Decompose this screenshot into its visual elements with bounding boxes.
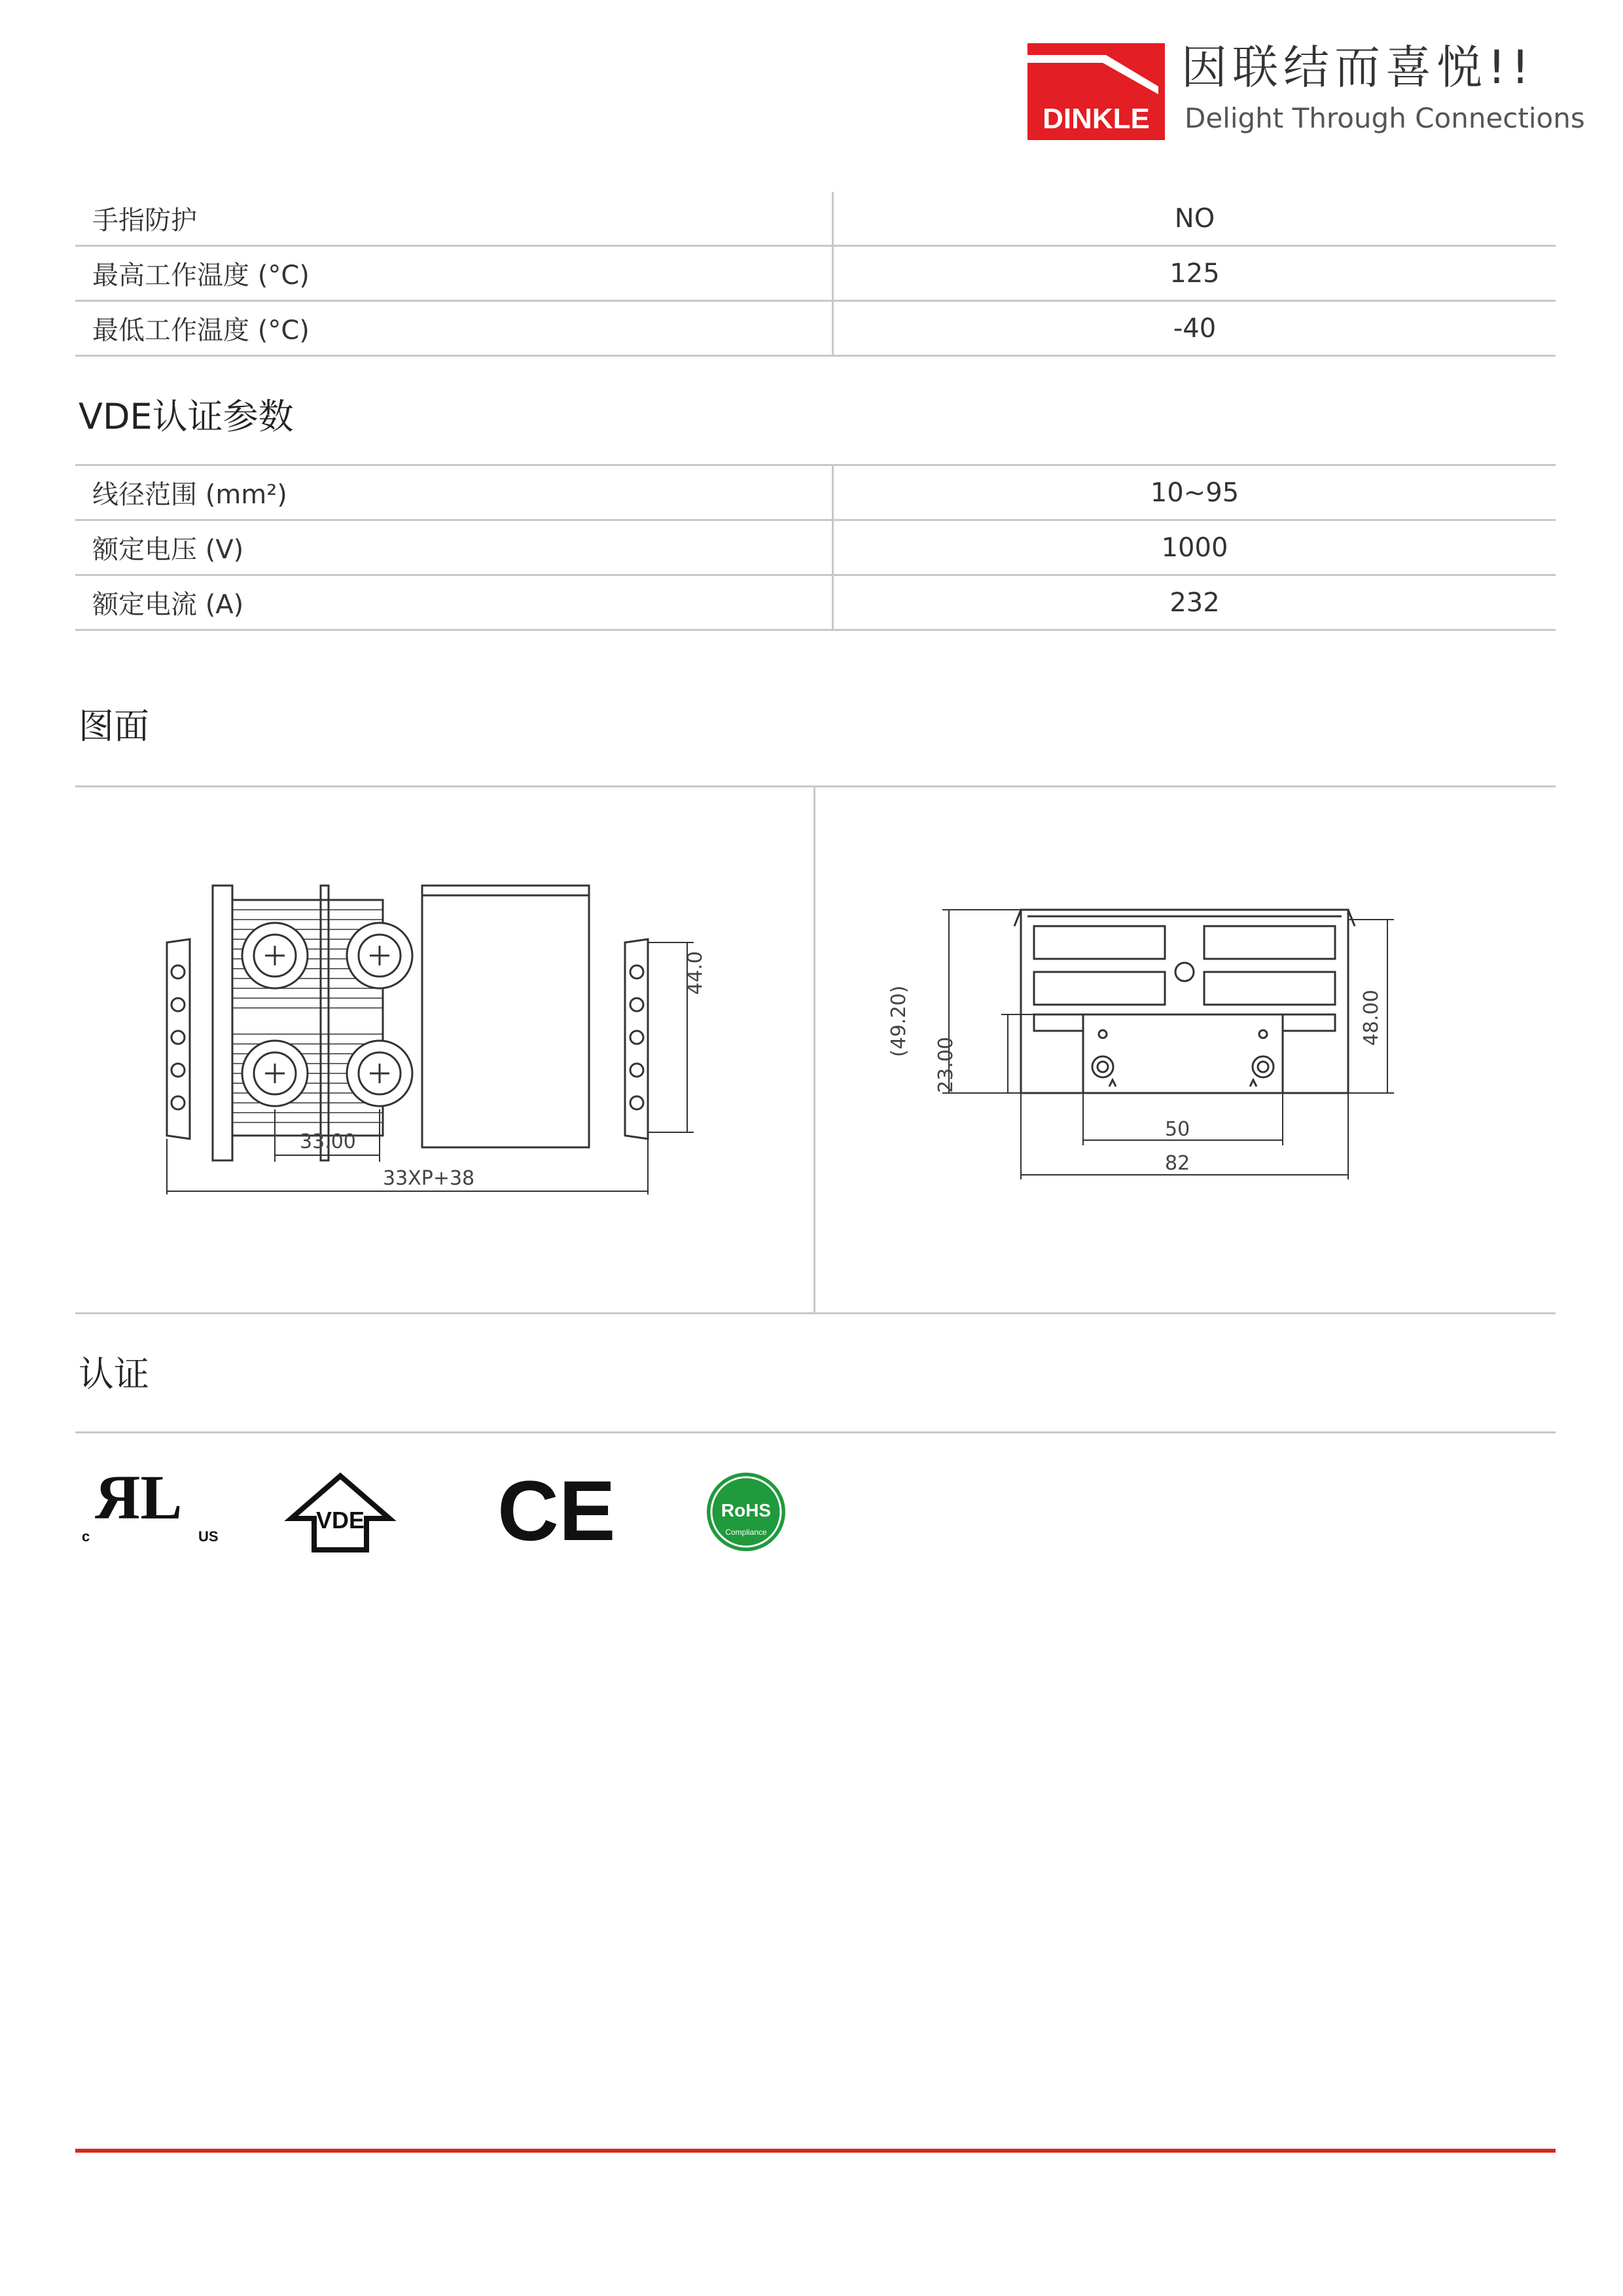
logo-slogan-en: Delight Through Connections xyxy=(1185,102,1585,134)
vde-logo-text: VDE xyxy=(315,1507,365,1534)
dim-right-height-label: 48.00 xyxy=(1360,990,1383,1046)
spec-table-general xyxy=(75,192,1556,357)
rohs-certification-icon xyxy=(704,1469,789,1557)
ul-c-label: c xyxy=(82,1528,90,1545)
brand-logo xyxy=(1027,39,1585,144)
spec-value: 10~95 xyxy=(833,465,1556,520)
spec-table-vde xyxy=(75,464,1556,631)
drawing-center-divider xyxy=(813,785,815,1312)
table-row xyxy=(75,192,1556,246)
rohs-sub-text: Compliance xyxy=(725,1528,767,1537)
spec-value: NO xyxy=(833,192,1556,246)
spec-key: 手指防护 xyxy=(75,192,833,246)
cert-divider xyxy=(75,1431,1556,1433)
spec-key: 额定电压 (V) xyxy=(75,520,833,575)
spec-value: 125 xyxy=(833,246,1556,301)
table-row xyxy=(75,520,1556,575)
drawing-top-divider xyxy=(75,785,1556,787)
spec-value: 1000 xyxy=(833,520,1556,575)
dinkle-logo-mark xyxy=(1027,43,1165,140)
dim-height-label: 44.0 xyxy=(684,951,707,995)
rohs-logo-text: RoHS xyxy=(721,1500,772,1520)
vde-certification-icon xyxy=(288,1473,393,1557)
logo-mark-text: DINKLE xyxy=(1043,103,1150,135)
dim-inner-width-label: 50 xyxy=(1165,1118,1190,1141)
cert-section-title: 认证 xyxy=(79,1354,149,1395)
dim-lower-height-label: 23.00 xyxy=(935,1037,957,1093)
logo-slogan-cn: 因联结而喜悦!! xyxy=(1181,41,1535,94)
spec-key: 线径范围 (mm²) xyxy=(75,465,833,520)
dim-pitch-label: 33.00 xyxy=(300,1130,356,1153)
ul-certification-icon xyxy=(82,1462,226,1551)
footer-accent-line xyxy=(75,2149,1556,2153)
drawing-section-title: 图面 xyxy=(79,706,149,747)
dim-length-label: 33XP+38 xyxy=(383,1167,475,1190)
svg-text:ЯL xyxy=(95,1462,182,1532)
table-row xyxy=(75,575,1556,630)
table-row xyxy=(75,465,1556,520)
spec-value: 232 xyxy=(833,575,1556,630)
drawing-bottom-divider xyxy=(75,1312,1556,1314)
dim-outer-width-label: 82 xyxy=(1165,1152,1190,1175)
ce-logo-text: CE xyxy=(497,1463,616,1558)
spec-value: -40 xyxy=(833,301,1556,356)
dim-total-height-label: (49.20) xyxy=(887,985,910,1057)
spec-key: 最低工作温度 (°C) xyxy=(75,301,833,356)
ul-us-label: US xyxy=(198,1528,219,1545)
table-row xyxy=(75,246,1556,301)
ul-mark-letters: ЯL xyxy=(95,1462,183,1532)
spec-key: 额定电流 (A) xyxy=(75,575,833,630)
spec-key: 最高工作温度 (°C) xyxy=(75,246,833,301)
table-row xyxy=(75,301,1556,356)
ce-certification-icon xyxy=(497,1463,616,1558)
vde-section-title: VDE认证参数 xyxy=(79,396,294,437)
